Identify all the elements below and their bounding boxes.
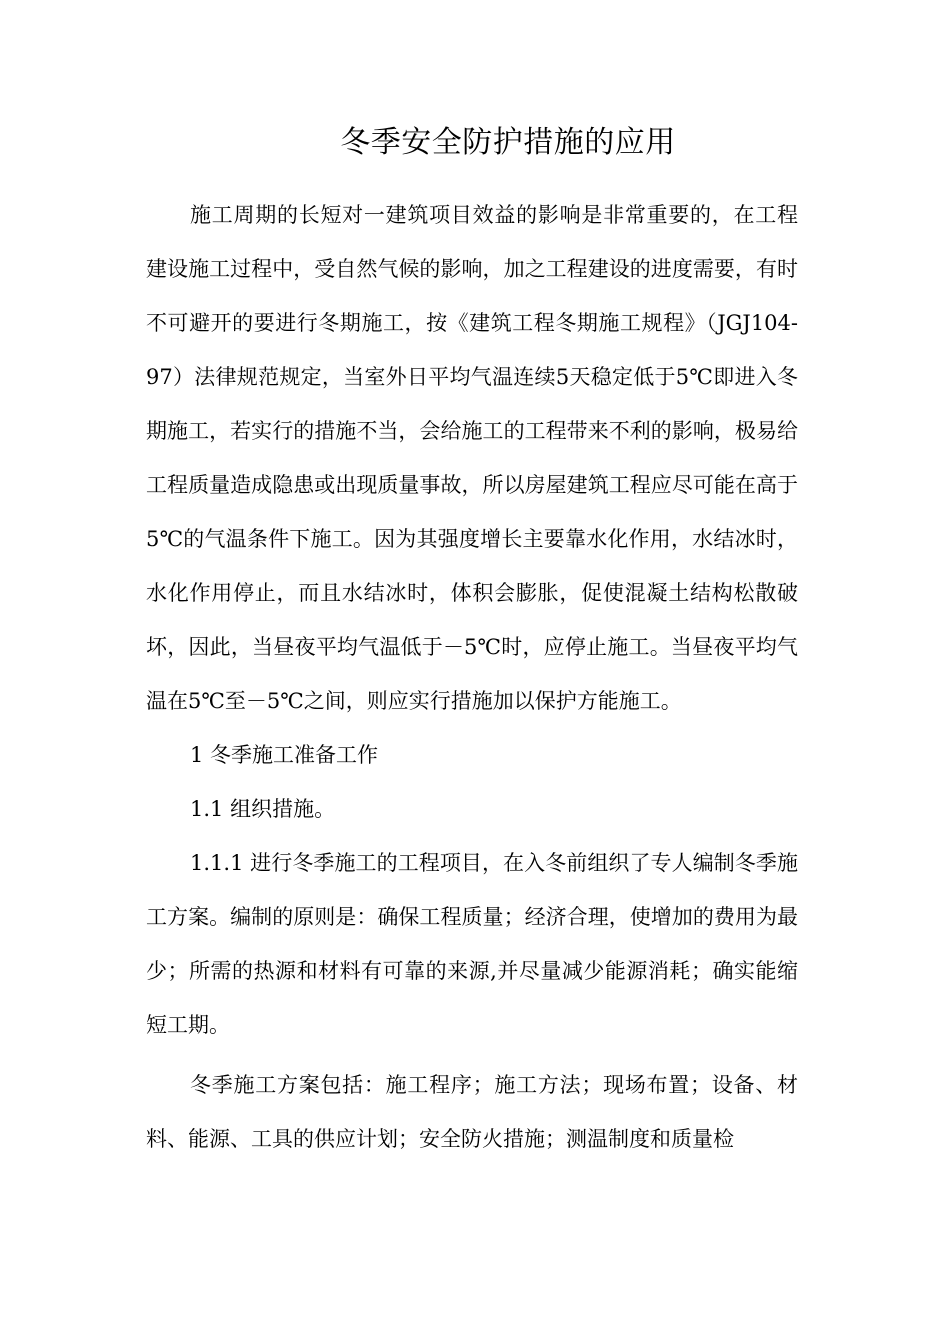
intro-paragraph: 施工周期的长短对一建筑项目效益的影响是非常重要的，在工程建设施工过程中，受自然气候的影响，加之工程建设的进度需要，有时不可避开的要进行冬期施工，按《建筑工程冬期施工规程》（JGJ104-97）法律规范规定，当室外日平均气温连续5天稳定低于5℃即进入冬期施工，若实行的措施不当，会给施工的工程带来不利的影响，极易给工程质量造成隐患或出现质量事故，所以房屋建筑工程应尽可能在高于5℃的气温条件下施工。因为其强度增长主要靠水化作用，水结冰时，水化作用停止，而且水结冰时，体积会膨胀，促使混凝土结构松散破坏，因此，当昼夜平均气温低于－5℃时，应停止施工。当昼夜平均气温在5℃至－5℃之间，则应实行措施加以保护方能施工。 xyxy=(146,203,798,713)
document-body xyxy=(146,188,798,1166)
subsection-heading-1-1: 1.1 组织措施。 xyxy=(190,797,336,821)
section-heading-1: 1 冬季施工准备工作 xyxy=(190,743,379,767)
paragraph-1-1-1: 1.1.1 进行冬季施工的工程项目，在入冬前组织了专人编制冬季施工方案。编制的原则是：确保工程质量；经济合理，使增加的费用为最少；所需的热源和材料有可靠的来源,并尽量减少能源消耗；确实能缩短工期。 xyxy=(146,851,798,1037)
document-title: 冬季安全防护措施的应用 xyxy=(340,125,676,160)
paragraph-plan-contents: 冬季施工方案包括：施工程序；施工方法；现场布置；设备、材料、能源、工具的供应计划；安全防火措施；测温制度和质量检 xyxy=(146,1073,798,1151)
